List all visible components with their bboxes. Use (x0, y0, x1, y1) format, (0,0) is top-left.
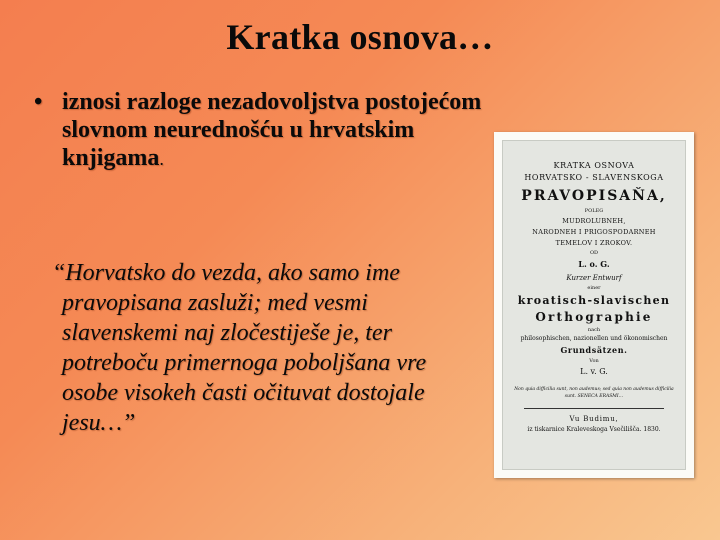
book-line-18: Von (589, 358, 599, 364)
book-line-19: L. v. G. (580, 367, 608, 376)
bullet-point (34, 88, 494, 173)
book-divider (524, 408, 664, 409)
book-line-2: HORVATSKO - SLAVENSKOGA (524, 173, 664, 182)
book-line-6: NARODNEH I PRIGOSPODARNEH (532, 228, 656, 236)
book-line-7: TEMELOV I ZROKOV. (555, 239, 633, 247)
bullet-text: iznosi razloge nezadovoljstva postojećom slovnom neurednošću u hrvatskim knjigama (62, 89, 482, 171)
book-line-9: L. o. G. (578, 259, 610, 269)
book-line-10: Kurzer Entwurf (566, 274, 622, 282)
book-line-5: MUDROLUBNEH, (562, 217, 626, 225)
book-line-15: nach (587, 327, 601, 333)
book-title-page-image (494, 132, 694, 478)
book-imprint-press: iz tiskarnice Kraleveskoga Vsečilišča. 1830. (527, 426, 661, 433)
historical-quote: “Horvatsko do vezda, ako samo ime pravopisana zasluži; med vesmi slavenskemi naj zločestiješe je, ter potreboču primernoga poboljšana vre osobe visokeh časti očituvat dostojale jesu…” (52, 260, 427, 436)
slide-title: Kratka osnova… (226, 17, 494, 57)
book-line-12: kroatisch-slavischen (517, 294, 671, 307)
book-line-17: Grundsätzen. (560, 345, 628, 355)
book-imprint-place: Vu Budimu, (569, 415, 619, 423)
book-motto: Non quia difficilia sunt, non audemus; sed quia non audemus difficilia sunt. SENECA ERASMI… (514, 387, 674, 399)
book-line-3: PRAVOPISAŇA, (521, 188, 667, 204)
book-line-1: KRATKA OSNOVA (553, 161, 635, 170)
bullet-text-wrapper (62, 88, 494, 173)
book-line-16: philosophischen, nazionellen und ökonomischen (520, 335, 668, 342)
book-line-4: POLEG (584, 208, 604, 214)
book-line-14: Orthographie (535, 310, 653, 324)
bullet-marker: • (34, 89, 43, 115)
book-line-8: OD (589, 250, 599, 256)
book-line-11: einer (587, 285, 601, 291)
bullet-period: . (159, 149, 164, 169)
book-page (502, 140, 686, 470)
